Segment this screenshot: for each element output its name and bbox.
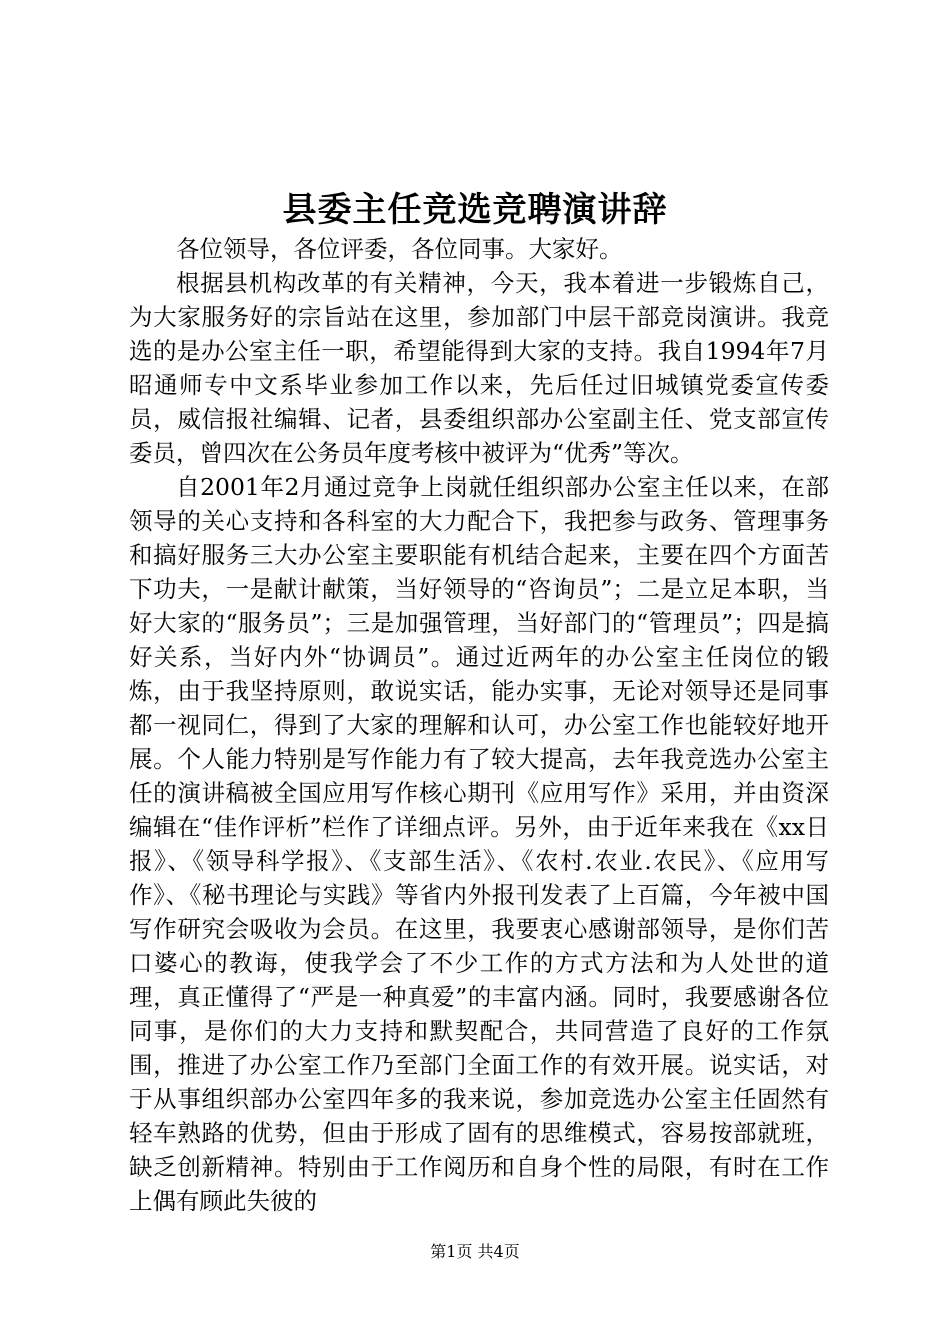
document-body [129, 232, 829, 1218]
document-title: 县委主任竞选竞聘演讲辞 [282, 190, 668, 230]
paragraph-greeting: 各位领导，各位评委，各位同事。大家好。 [176, 235, 623, 263]
paragraph-background: 根据县机构改革的有关精神，今天，我本着进一步锻炼自己，为大家服务好的宗旨站在这里，参加部门中层干部竞岗演讲。我竞选的是办公室主任一职，希望能得到大家的支持。我自1994年7月昭通师专中文系毕业参加工作以来，先后任过旧城镇党委宣传委员，威信报社编辑、记者，县委组织部办公室副主任、党支部宣传委员，曾四次在公务员年度考核中被评为“优秀”等次。 [129, 269, 829, 467]
paragraph-experience: 自2001年2月通过竞争上岗就任组织部办公室主任以来，在部领导的关心支持和各科室的大力配合下，我把参与政务、管理事务和搞好服务三大办公室主要职能有机结合起来，主要在四个方面苦下功夫，一是献计献策，当好领导的“咨询员”；二是立足本职，当好大家的“服务员”；三是加强管理，当好部门的“管理员”；四是搞好关系，当好内外“协调员”。通过近两年的办公室主任岗位的锻炼，由于我坚持原则，敢说实话，能办实事，无论对领导还是同事都一视同仁，得到了大家的理解和认可，办公室工作也能较好地开展。个人能力特别是写作能力有了较大提高，去年我竞选办公室主任的演讲稿被全国应用写作核心期刊《应用写作》采用，并由资深编辑在“佳作评析”栏作了详细点评。另外，由于近年来我在《xx日报》、《领导科学报》、《支部生活》、《农村.农业.农民》、《应用写作》、《秘书理论与实践》等省内外报刊发表了上百篇，今年被中国写作研究会吸收为会员。在这里，我要衷心感谢部领导，是你们苦口婆心的教诲，使我学会了不少工作的方式方法和为人处世的道理，真正懂得了“严是一种真爱”的丰富内涵。同时，我要感谢各位同事，是你们的大力支持和默契配合，共同营造了良好的工作氛围，推进了办公室工作乃至部门全面工作的有效开展。说实话，对于从事组织部办公室四年多的我来说，参加竞选办公室主任固然有轻车熟路的优势，但由于形成了固有的思维模式，容易按部就班，缺乏创新精神。特别由于工作阅历和自身个性的局限，有时在工作上偶有顾此失彼的 [129, 473, 829, 1215]
page-footer: 第1页 共4页 [430, 1242, 520, 1261]
